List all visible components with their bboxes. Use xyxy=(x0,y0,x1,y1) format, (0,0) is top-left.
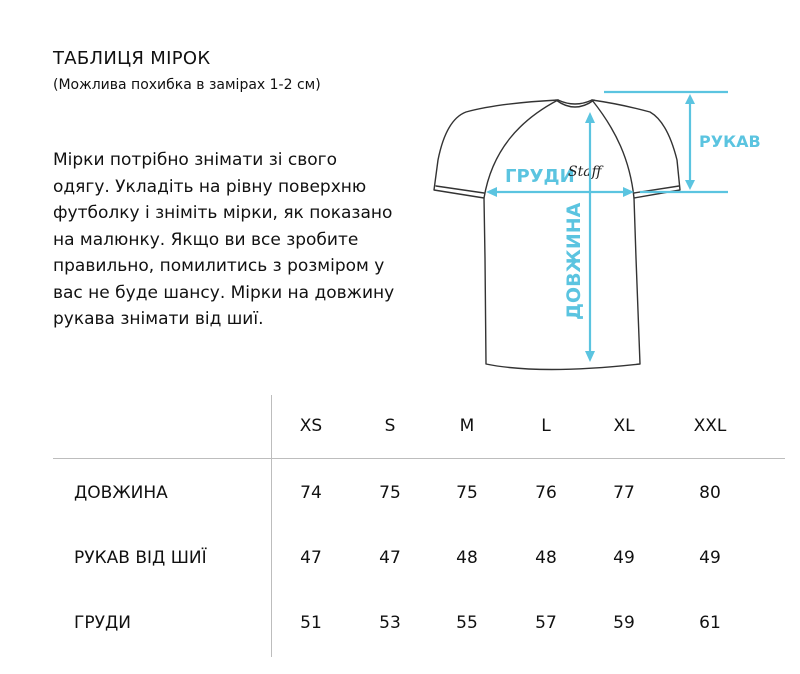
size-header-xl: XL xyxy=(613,416,635,436)
table-cell: 75 xyxy=(456,483,478,503)
table-cell: 77 xyxy=(613,483,635,503)
table-cell: 59 xyxy=(613,613,635,633)
table-cell: 76 xyxy=(535,483,557,503)
size-header-m: M xyxy=(459,416,475,436)
chest-measure-arrow xyxy=(486,187,634,197)
sleeve-label: РУКАВ xyxy=(699,132,761,151)
table-cell: 74 xyxy=(300,483,322,503)
table-cell: 57 xyxy=(535,613,557,633)
row-label-sleeve: РУКАВ ВІД ШИЇ xyxy=(74,548,207,568)
table-cell: 48 xyxy=(535,548,557,568)
table-cell: 48 xyxy=(456,548,478,568)
table-cell: 51 xyxy=(300,613,322,633)
table-horizontal-divider xyxy=(53,458,785,459)
table-vertical-divider xyxy=(271,395,272,657)
table-cell: 47 xyxy=(379,548,401,568)
brand-logo: Staff xyxy=(568,164,602,180)
table-cell: 49 xyxy=(699,548,721,568)
size-header-xxl: XXL xyxy=(693,416,727,436)
measurement-instructions: Мірки потрібно знімати зі свого одягу. Укладіть на рівну поверхню футболку і зніміть мірки, як показано на малюнку. Якщо ви все зробите правильно, помилитись з розміром у вас не буде шансу. Мірки на довжину рукава знімати від шиї. xyxy=(53,150,395,329)
table-cell: 75 xyxy=(379,483,401,503)
table-cell: 80 xyxy=(699,483,721,503)
table-cell: 55 xyxy=(456,613,478,633)
page-subtitle: (Можлива похибка в замірах 1-2 см) xyxy=(53,77,321,93)
length-measure-arrow xyxy=(585,112,595,362)
size-header-s: S xyxy=(384,416,396,436)
row-label-chest: ГРУДИ xyxy=(74,613,131,633)
table-cell: 47 xyxy=(300,548,322,568)
length-label: ДОВЖИНА xyxy=(563,202,585,320)
table-cell: 49 xyxy=(613,548,635,568)
size-header-l: L xyxy=(541,416,551,436)
row-label-length: ДОВЖИНА xyxy=(74,483,168,503)
table-cell: 61 xyxy=(699,613,721,633)
size-header-xs: XS xyxy=(299,416,323,436)
table-cell: 53 xyxy=(379,613,401,633)
chest-label: ГРУДИ xyxy=(505,166,575,187)
tshirt-diagram xyxy=(425,80,765,380)
page-title: ТАБЛИЦЯ МІРОК xyxy=(53,48,211,69)
